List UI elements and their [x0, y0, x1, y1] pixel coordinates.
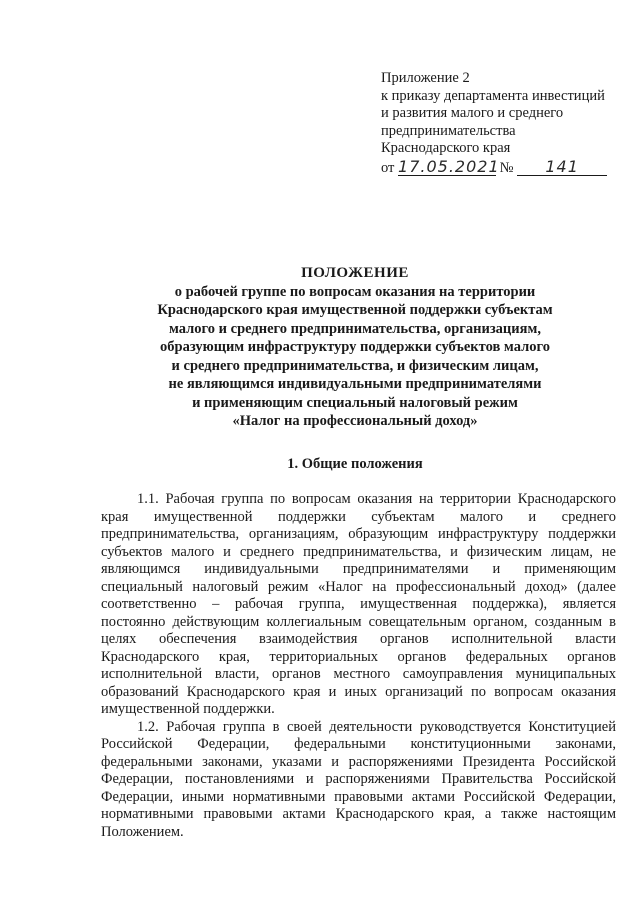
- text-line: Российской Федерации, федеральными конституционными законами,: [101, 736, 616, 752]
- title-line: образующим инфраструктуру поддержки субъектов малого: [160, 339, 550, 355]
- appendix-line: и развития малого и среднего: [381, 105, 564, 121]
- title-line: не являющимся индивидуальными предпринимателями: [168, 376, 542, 392]
- section-heading: 1. Общие положения: [287, 456, 423, 472]
- paragraph-1-2: [101, 719, 616, 842]
- text-line: субъектов малого и среднего предпринимательства, и физическим лицам, не: [101, 543, 616, 560]
- text-line: нормативными правовыми актами Краснодарского края, а также настоящим: [101, 806, 616, 822]
- text-line: Федерации, постановлениями и распоряжениями Правительства Российской: [101, 771, 616, 787]
- title-line: о рабочей группе по вопросам оказания на территории: [174, 283, 536, 300]
- text-line: 1.1. Рабочая группа по вопросам оказания на территории Краснодарского: [137, 491, 616, 507]
- number-sign: №: [499, 159, 514, 176]
- text-line: целях обеспечения взаимодействия органов исполнительной власти: [101, 631, 616, 647]
- title-main: ПОЛОЖЕНИЕ: [301, 265, 409, 281]
- text-line: федеральными законами, указами и распоряжениями Президента Российской: [101, 753, 616, 770]
- appendix-line: Краснодарского края: [381, 140, 511, 156]
- text-line: Краснодарского края, территориальных органов федеральных органов: [101, 648, 616, 665]
- date-prefix: от: [381, 159, 395, 176]
- text-line: имущественной поддержки.: [101, 701, 275, 717]
- text-line: соответственно – рабочая группа, имущественная поддержка), является: [101, 596, 616, 612]
- appendix-line: к приказу департамента инвестиций: [381, 87, 605, 104]
- title-line: и применяющим специальный налоговый режим: [192, 394, 518, 411]
- text-line: являющимся индивидуальными предпринимателями и применяющим: [101, 561, 616, 577]
- title-line: Краснодарского края имущественной поддержки субъектам: [157, 302, 553, 318]
- document-title: [120, 264, 590, 431]
- section-body: [101, 491, 616, 841]
- text-line: постоянно действующим коллегиальным совещательным органом, созданным в: [101, 613, 616, 630]
- text-line: Положением.: [101, 823, 184, 840]
- paragraph-1-1: [101, 491, 616, 719]
- title-line: и среднего предпринимательства, и физическим лицам,: [171, 357, 539, 374]
- text-line: предпринимательства, организациям, образующим инфраструктуру поддержки: [101, 526, 616, 542]
- text-line: образований Краснодарского края и иных организаций по вопросам оказания: [101, 683, 616, 700]
- appendix-line: Приложение 2: [381, 70, 470, 86]
- appendix-block: [381, 70, 626, 177]
- title-line: малого и среднего предпринимательства, организациям,: [169, 320, 541, 337]
- text-line: 1.2. Рабочая группа в своей деятельности руководствуется Конституцией: [137, 718, 616, 735]
- text-line: Федерации, иными нормативными правовыми актами Российской Федерации,: [101, 788, 616, 805]
- text-line: края имущественной поддержки субъектам малого и среднего: [101, 508, 616, 525]
- order-date: 17.05.2021: [398, 156, 500, 176]
- title-line: «Налог на профессиональный доход»: [232, 413, 478, 429]
- text-line: исполнительной власти, органов местного самоуправления муниципальных: [101, 666, 616, 682]
- order-reference: [381, 156, 626, 178]
- order-number: 141: [517, 159, 607, 176]
- text-line: специальный налоговый режим «Налог на профессиональный доход» (далее: [101, 578, 616, 595]
- appendix-line: предпринимательства: [381, 122, 516, 139]
